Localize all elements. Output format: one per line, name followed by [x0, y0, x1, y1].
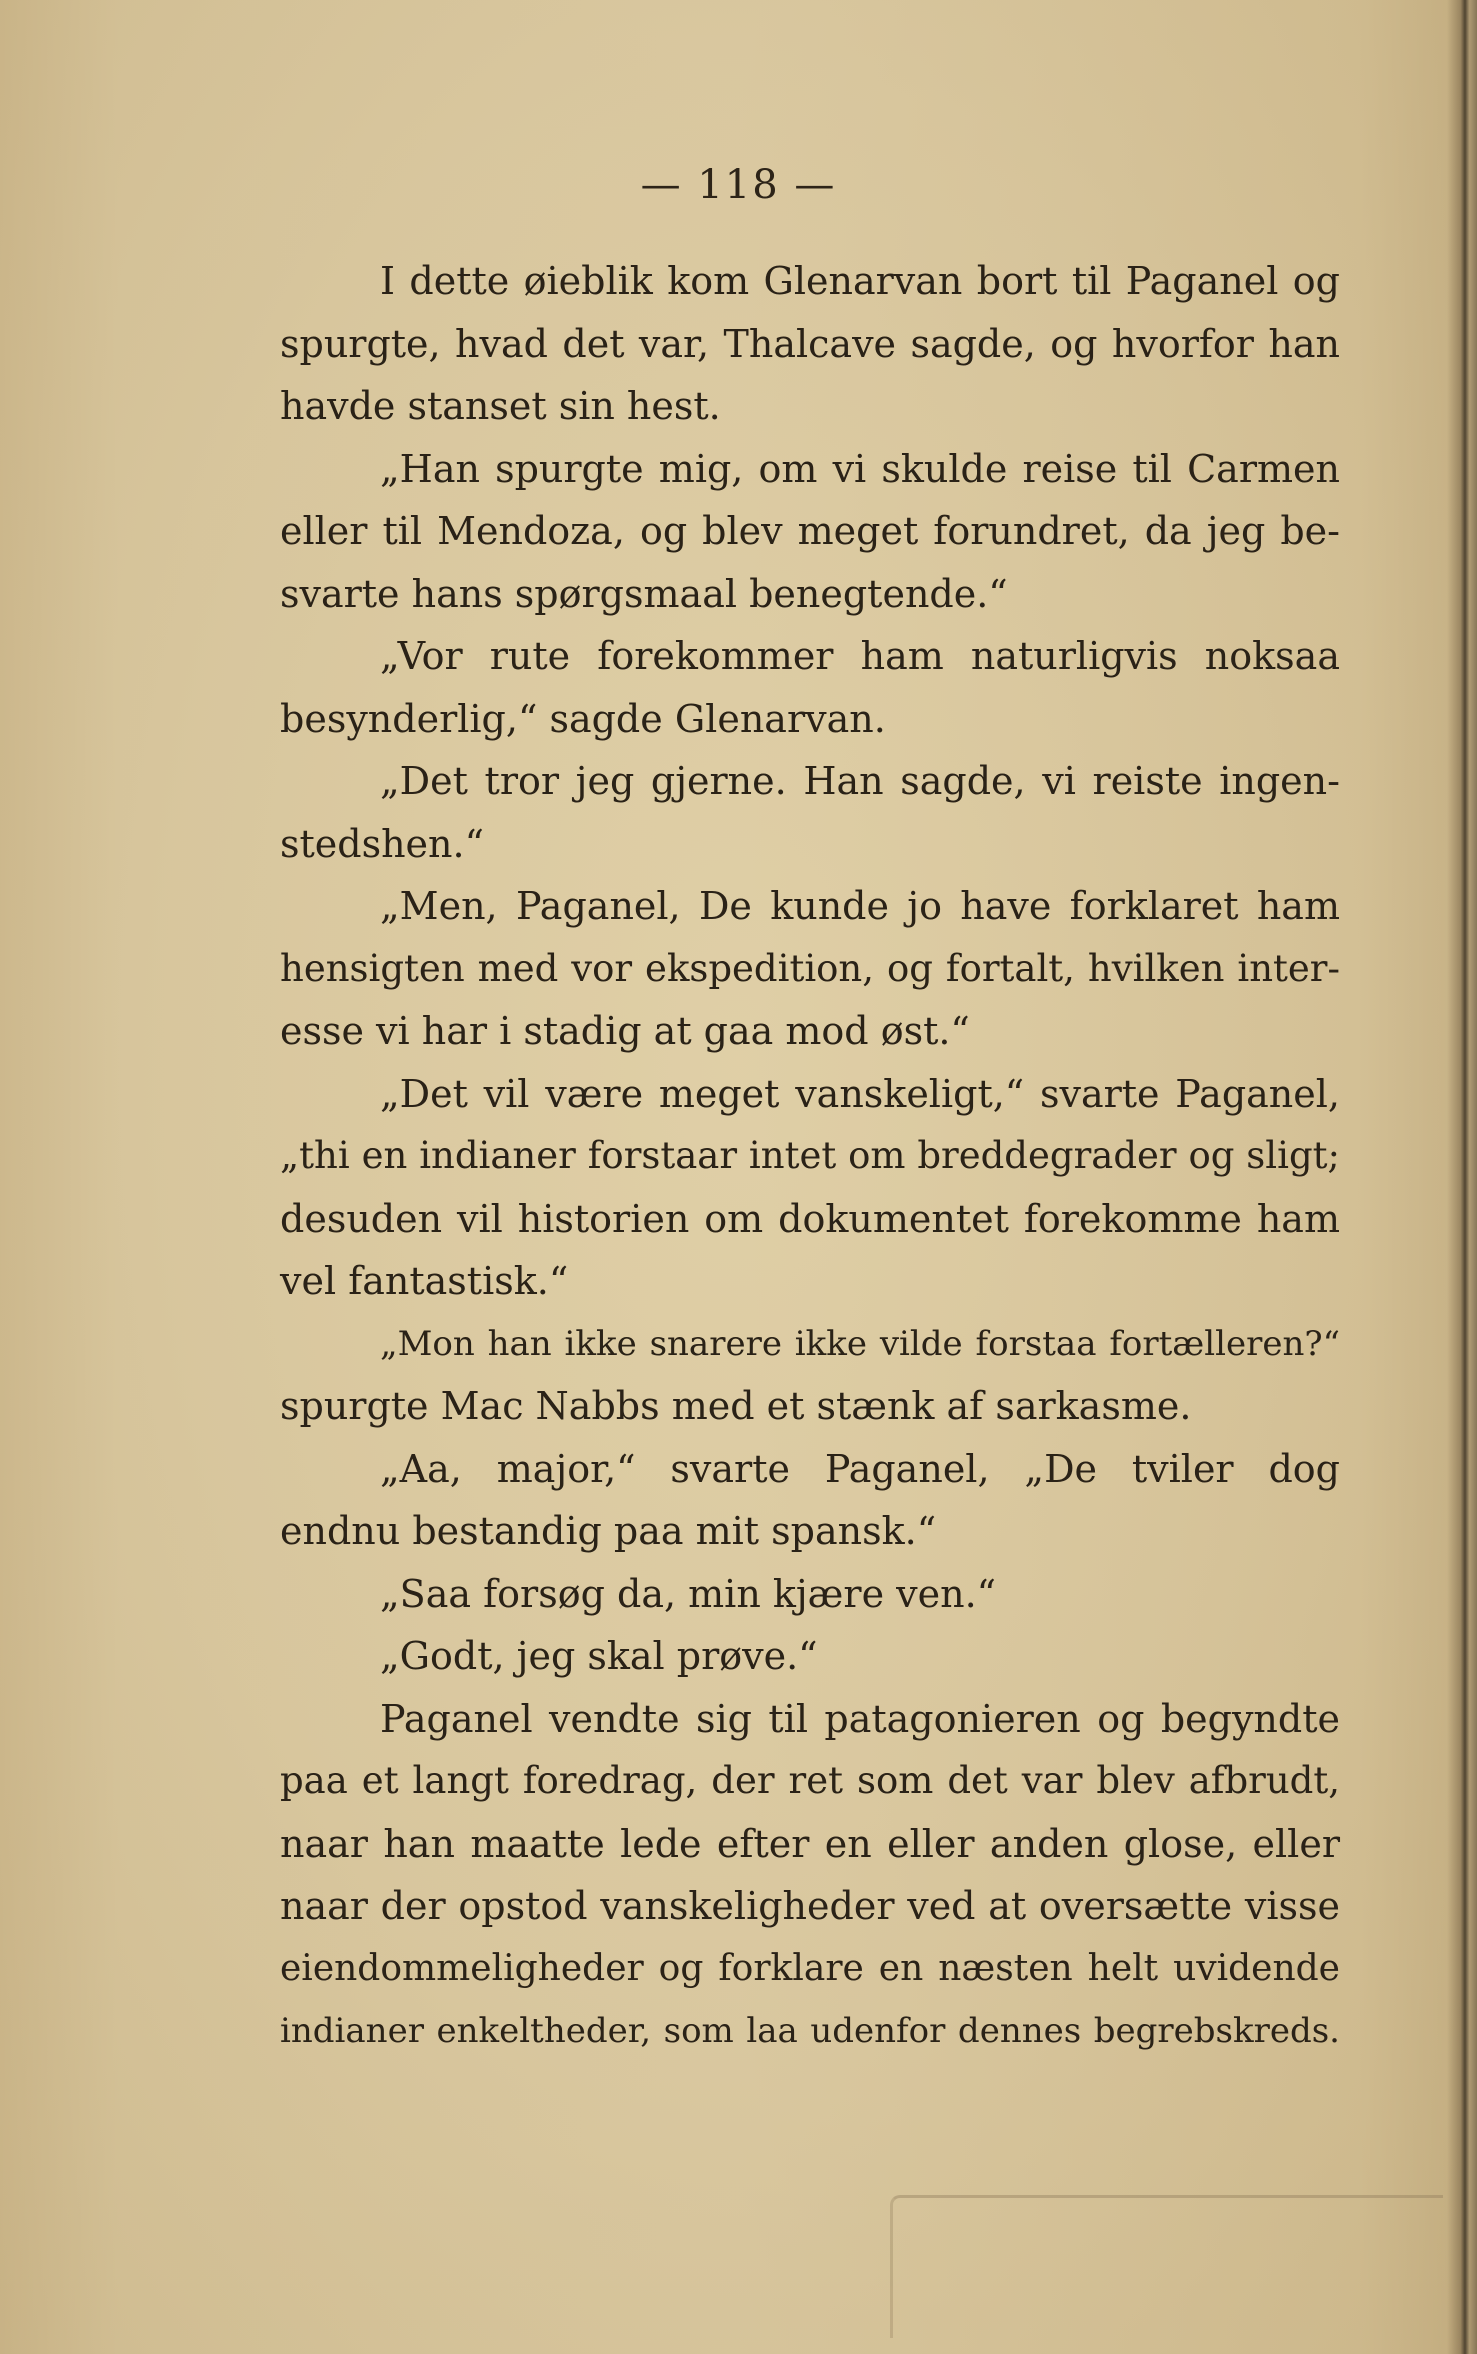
text-line: „Men, Paganel, De kunde jo have forklaret ham: [380, 884, 1340, 928]
text-line: havde stanset sin hest.: [280, 384, 721, 428]
page-binding-edge: [1447, 0, 1477, 2354]
text-line: esse vi har i stadig at gaa mod øst.“: [280, 1009, 970, 1053]
text-line: „Vor rute forekommer ham naturligvis noksaa: [380, 634, 1340, 678]
text-line: naar der opstod vanskeligheder ved at oversætte visse: [280, 1884, 1340, 1928]
text-line: svarte hans spørgsmaal benegtende.“: [280, 571, 1008, 616]
text-line: indianer enkeltheder, som laa udenfor dennes begrebskreds.: [280, 2011, 1340, 2051]
text-line: naar han maatte lede efter en eller anden glose, eller: [280, 1821, 1340, 1866]
text-line: hensigten med vor ekspedition, og fortalt, hvilken inter-: [280, 946, 1340, 990]
text-line: vel fantastisk.“: [280, 1259, 569, 1303]
text-line: besynderlig,“ sagde Glenarvan.: [280, 696, 886, 741]
text-line: spurgte Mac Nabbs med et stænk af sarkasme.: [280, 1384, 1192, 1428]
text-line: stedshen.“: [280, 821, 485, 866]
page-stain-mark: [890, 2195, 1443, 2338]
text-line: „Saa forsøg da, min kjære ven.“: [380, 1571, 997, 1616]
text-line: I dette øieblik kom Glenarvan bort til Paganel og: [380, 259, 1340, 303]
body-text: [280, 250, 1340, 2063]
text-line: „Det vil være meget vanskeligt,“ svarte Paganel,: [380, 1071, 1340, 1116]
text-line: eller til Mendoza, og blev meget forundret, da jeg be-: [280, 509, 1340, 553]
text-line: „Mon han ikke snarere ikke vilde forstaa fortælleren?“: [380, 1323, 1340, 1364]
text-line: Paganel vendte sig til patagonieren og begyndte: [380, 1696, 1340, 1741]
text-line: „Aa, major,“ svarte Paganel, „De tviler dog: [380, 1446, 1340, 1491]
text-line: endnu bestandig paa mit spansk.“: [280, 1509, 937, 1553]
page-number: — 118 —: [640, 162, 837, 208]
text-line: „Han spurgte mig, om vi skulde reise til Carmen: [380, 446, 1340, 491]
text-line: „Godt, jeg skal prøve.“: [380, 1634, 818, 1678]
text-line: „thi en indianer forstaar intet om breddegrader og sligt;: [280, 1134, 1340, 1177]
text-line: desuden vil historien om dokumentet forekomme ham: [280, 1196, 1340, 1241]
text-line: spurgte, hvad det var, Thalcave sagde, og hvorfor han: [280, 321, 1340, 366]
text-line: „Det tror jeg gjerne. Han sagde, vi reiste ingen-: [380, 759, 1340, 803]
text-line: paa et langt foredrag, der ret som det var blev afbrudt,: [280, 1759, 1340, 1802]
text-line: eiendommeligheder og forklare en næsten helt uvidende: [280, 1947, 1340, 1989]
